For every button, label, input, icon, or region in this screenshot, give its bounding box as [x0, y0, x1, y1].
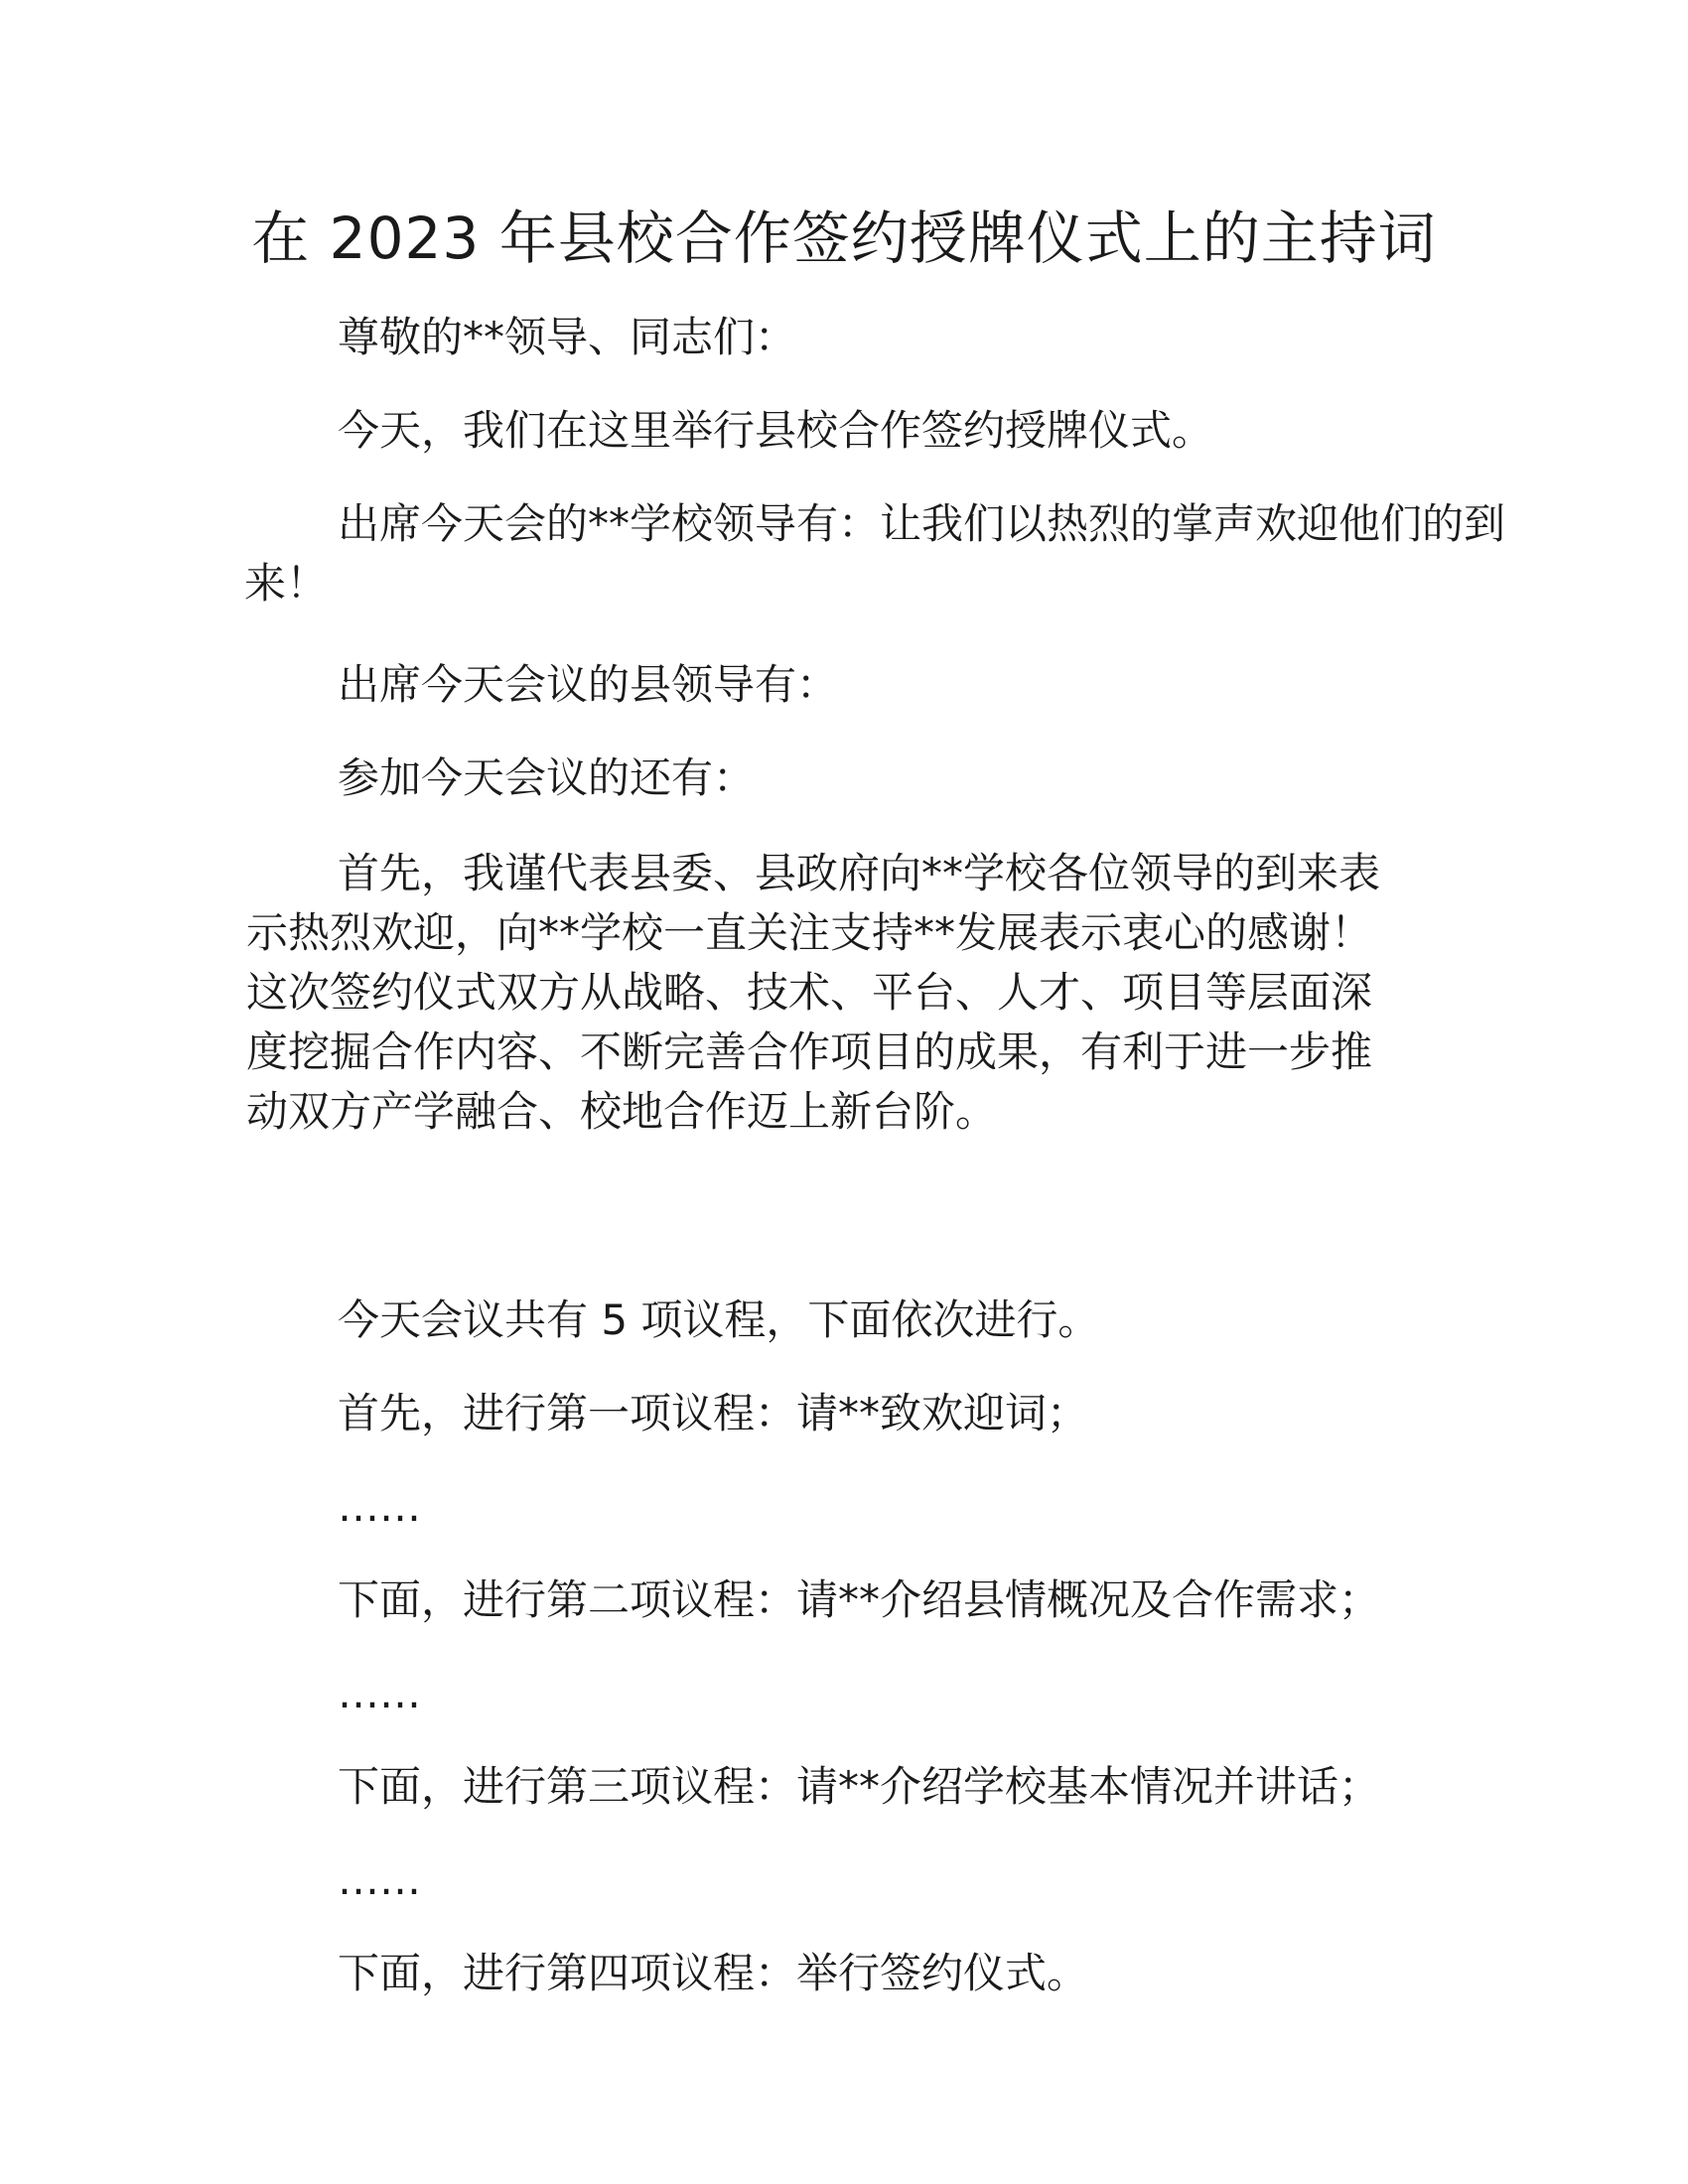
paragraph-line: …… — [338, 1855, 421, 1904]
greeting-paragraph — [246, 314, 796, 361]
ellipsis-3 — [246, 1856, 421, 1904]
agenda-item-4 — [246, 1950, 1088, 1997]
agenda-item-2 — [246, 1576, 1380, 1624]
paragraph-line: 首先，我谨代表县委、县政府向**学校各位领导的到来表 — [338, 849, 1381, 897]
paragraph-line: 尊敬的**领导、同志们： — [338, 313, 797, 361]
attendees-paragraph — [246, 754, 755, 802]
county-leaders-paragraph — [246, 661, 838, 709]
opening-paragraph — [246, 407, 1213, 455]
paragraph-line: 首先，进行第一项议程：请**致欢迎词； — [338, 1389, 1089, 1437]
paragraph-line: 出席今天会的**学校领导有：让我们以热烈的掌声欢迎他们的到 — [338, 499, 1506, 548]
paragraph-line: 度挖掘合作内容、不断完善合作项目的成果，有利于进一步推 — [246, 1027, 1373, 1076]
paragraph-line: 示热烈欢迎，向**学校一直关注支持**发展表示衷心的感谢！ — [246, 908, 1373, 957]
document-title: 在 2023 年县校合作签约授牌仪式上的主持词 — [251, 205, 1437, 272]
paragraph-line: 参加今天会议的还有： — [338, 753, 756, 802]
agenda-item-1 — [246, 1390, 1088, 1437]
paragraph-line: 下面，进行第三项议程：请**介绍学校基本情况并讲话； — [338, 1762, 1381, 1811]
school-leaders-paragraph — [244, 499, 1577, 608]
paragraph-line: …… — [338, 1482, 421, 1531]
paragraph-line: 下面，进行第二项议程：请**介绍县情概况及合作需求； — [338, 1575, 1381, 1624]
paragraph-line: 动双方产学融合、校地合作迈上新台阶。 — [246, 1087, 998, 1136]
paragraph-line: 这次签约仪式双方从战略、技术、平台、人才、项目等层面深 — [246, 968, 1373, 1017]
paragraph-line: 今天会议共有 5 项议程，下面依次进行。 — [338, 1296, 1100, 1344]
agenda-item-3 — [246, 1763, 1380, 1811]
paragraph-line: 今天，我们在这里举行县校合作签约授牌仪式。 — [338, 406, 1214, 455]
ellipsis-2 — [246, 1670, 421, 1717]
paragraph-line: 出席今天会议的县领导有： — [338, 660, 839, 709]
paragraph-line: 下面，进行第四项议程：举行签约仪式。 — [338, 1949, 1089, 1997]
agenda-overview-paragraph — [246, 1297, 1099, 1344]
welcome-paragraph — [246, 850, 1577, 1136]
ellipsis-1 — [246, 1483, 421, 1531]
paragraph-line: 来！ — [244, 559, 329, 608]
paragraph-line: …… — [338, 1669, 421, 1717]
